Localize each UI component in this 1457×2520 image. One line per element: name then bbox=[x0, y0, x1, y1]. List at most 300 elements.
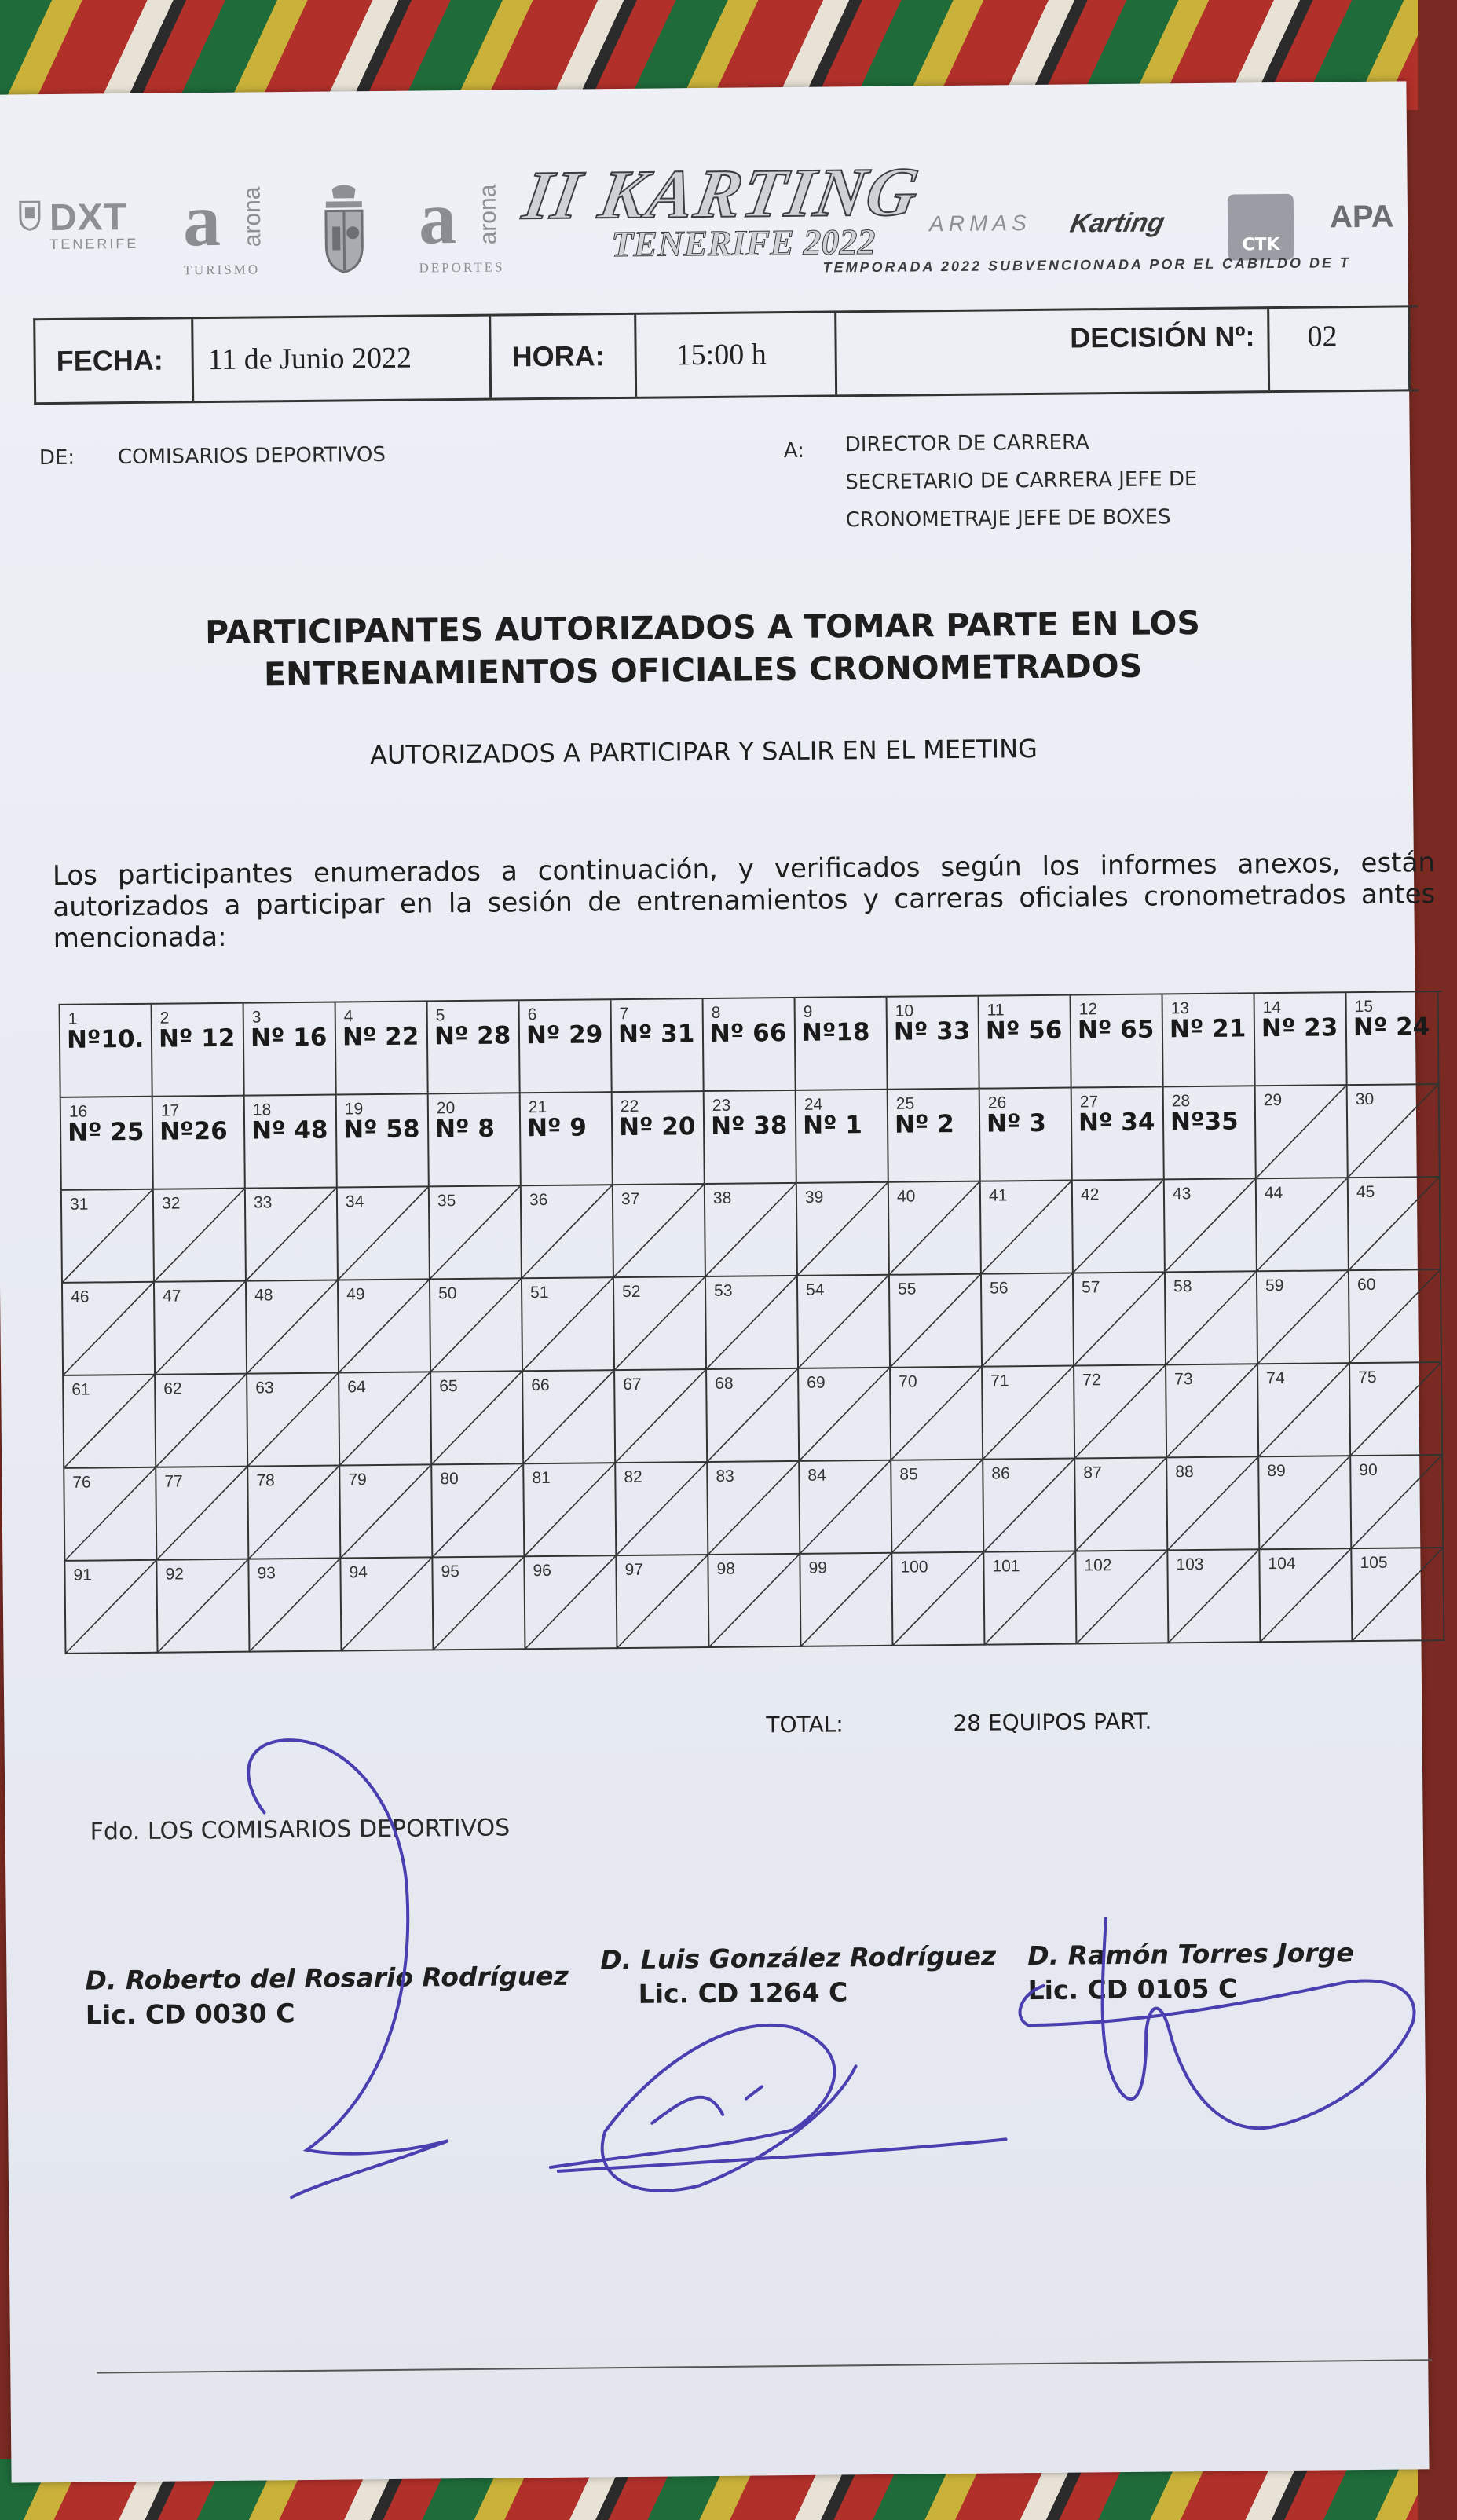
cancel-diagonal bbox=[889, 1182, 980, 1274]
cell-number: 36 bbox=[529, 1190, 548, 1210]
fecha-value-cell: 11 de Junio 2022 bbox=[193, 317, 492, 401]
grid-cell bbox=[246, 1189, 339, 1282]
decision-label-cell: DECISIÓN Nº: bbox=[836, 309, 1270, 394]
kart-number: Nº35 bbox=[1170, 1107, 1239, 1137]
cancel-diagonal bbox=[891, 1460, 983, 1552]
cancel-diagonal bbox=[157, 1560, 248, 1652]
cancel-diagonal bbox=[1348, 1085, 1439, 1177]
cancel-diagonal bbox=[708, 1462, 799, 1554]
grid-cell bbox=[892, 1553, 985, 1646]
cancel-diagonal bbox=[431, 1372, 522, 1463]
cancel-diagonal bbox=[247, 1374, 339, 1466]
cell-number: 70 bbox=[899, 1372, 917, 1391]
cell-number: 99 bbox=[808, 1559, 827, 1577]
kart-number: Nº 21 bbox=[1169, 1014, 1247, 1044]
cell-number: 71 bbox=[990, 1372, 1009, 1390]
cell-number: 39 bbox=[804, 1188, 824, 1207]
cell-number: 94 bbox=[349, 1563, 368, 1582]
grid-cell bbox=[433, 1557, 525, 1650]
cell-number: 47 bbox=[163, 1287, 181, 1306]
cancel-diagonal bbox=[1166, 1272, 1257, 1364]
cell-number: 55 bbox=[897, 1280, 917, 1298]
grid-cell bbox=[891, 1460, 984, 1554]
recipient-line: CRONOMETRAJE JEFE DE BOXES bbox=[845, 505, 1171, 533]
cancel-diagonal bbox=[339, 1280, 430, 1372]
kart-number: Nº 23 bbox=[1261, 1013, 1338, 1043]
total-value: 28 EQUIPOS PART. bbox=[953, 1708, 1152, 1737]
grid-cell bbox=[432, 1464, 525, 1558]
grid-cell bbox=[1349, 1270, 1442, 1364]
cell-number: 10 bbox=[895, 1002, 914, 1020]
de-label: DE: bbox=[38, 445, 75, 471]
cell-number: 7 bbox=[619, 1004, 629, 1024]
cell-number: 64 bbox=[347, 1378, 366, 1397]
recipient-line: SECRETARIO DE CARRERA JEFE DE bbox=[845, 467, 1198, 495]
grid-cell bbox=[429, 1093, 522, 1187]
grid-cell bbox=[799, 1368, 891, 1462]
grid-cell bbox=[62, 1190, 155, 1284]
cancel-diagonal bbox=[156, 1467, 247, 1559]
cell-number: 91 bbox=[73, 1566, 93, 1584]
cancel-diagonal bbox=[64, 1468, 156, 1560]
cell-number: 98 bbox=[716, 1559, 735, 1578]
dxt-logo: DXT TENERIFE bbox=[49, 196, 139, 252]
cancel-diagonal bbox=[1076, 1551, 1167, 1643]
cell-number: 22 bbox=[620, 1097, 639, 1116]
cancel-diagonal bbox=[1260, 1549, 1351, 1641]
grid-cell bbox=[340, 1465, 433, 1559]
cancel-diagonal bbox=[1258, 1364, 1349, 1456]
grid-cell bbox=[1255, 993, 1348, 1086]
grid-cell bbox=[65, 1561, 158, 1654]
footer-rule bbox=[97, 2359, 1432, 2373]
cell-number: 43 bbox=[1172, 1185, 1192, 1203]
cell-number: 100 bbox=[900, 1558, 928, 1577]
cell-number: 56 bbox=[989, 1279, 1009, 1298]
grid-cell bbox=[1348, 1085, 1441, 1178]
fecha-label-cell: FECHA: bbox=[35, 319, 194, 402]
cancel-diagonal bbox=[1168, 1550, 1259, 1642]
grid-cell bbox=[1071, 994, 1164, 1088]
cancel-diagonal bbox=[522, 1185, 613, 1277]
grid-cell bbox=[612, 999, 705, 1093]
cell-number: 82 bbox=[624, 1467, 642, 1487]
cell-number: 95 bbox=[441, 1562, 459, 1581]
cancel-diagonal bbox=[432, 1464, 523, 1556]
cell-number: 92 bbox=[165, 1565, 185, 1584]
grid-cell bbox=[984, 1552, 1077, 1646]
grid-cell bbox=[522, 1185, 614, 1279]
kart-number: Nº 56 bbox=[985, 1016, 1063, 1046]
cell-number: 89 bbox=[1267, 1461, 1286, 1481]
cell-number: 1 bbox=[68, 1009, 78, 1028]
grid-cell bbox=[1256, 1086, 1349, 1179]
recipient-line: DIRECTOR DE CARRERA bbox=[844, 430, 1089, 457]
kart-number: Nº 22 bbox=[342, 1022, 419, 1052]
grid-cell bbox=[60, 1005, 153, 1098]
grid-cell bbox=[431, 1372, 524, 1465]
grid-cell bbox=[888, 997, 980, 1090]
cell-number: 84 bbox=[807, 1466, 826, 1485]
grid-cell bbox=[1076, 1551, 1169, 1644]
document-subtitle: AUTORIZADOS A PARTICIPAR Y SALIR EN EL MEETING bbox=[369, 733, 1038, 771]
cell-number: 75 bbox=[1358, 1368, 1377, 1387]
cancel-diagonal bbox=[339, 1372, 430, 1464]
grid-cell bbox=[1258, 1364, 1351, 1457]
kart-number: Nº 20 bbox=[618, 1112, 696, 1142]
grid-cell bbox=[1165, 1179, 1257, 1273]
grid-cell bbox=[613, 1185, 706, 1278]
season-banner: TEMPORADA 2022 SUBVENCIONADA POR EL CABILDO DE T bbox=[822, 255, 1352, 276]
grid-cell bbox=[888, 1090, 981, 1183]
grid-cell bbox=[64, 1468, 157, 1562]
cancel-diagonal bbox=[1256, 1086, 1347, 1178]
cancel-diagonal bbox=[1074, 1365, 1166, 1457]
grid-cell bbox=[1347, 992, 1440, 1086]
cell-number: 27 bbox=[1079, 1093, 1099, 1112]
grid-cell bbox=[889, 1182, 982, 1276]
grid-cell bbox=[708, 1555, 801, 1648]
grid-cell bbox=[430, 1186, 522, 1280]
de-value: COMISARIOS DEPORTIVOS bbox=[117, 442, 386, 470]
grid-cell bbox=[341, 1558, 434, 1651]
grid-cell bbox=[336, 1002, 429, 1095]
cell-number: 76 bbox=[72, 1473, 91, 1492]
cancel-diagonal bbox=[892, 1553, 983, 1645]
cancel-diagonal bbox=[617, 1555, 708, 1647]
grid-cell bbox=[339, 1280, 431, 1373]
a-label: A: bbox=[783, 438, 805, 463]
cell-number: 51 bbox=[530, 1283, 549, 1302]
grid-cell bbox=[708, 1462, 800, 1555]
kart-number: Nº 9 bbox=[526, 1113, 588, 1143]
cancel-diagonal bbox=[249, 1559, 340, 1651]
grid-cell bbox=[247, 1374, 340, 1467]
grid-cell bbox=[1350, 1363, 1443, 1456]
cancel-diagonal bbox=[982, 1274, 1073, 1366]
cancel-diagonal bbox=[247, 1281, 338, 1373]
grid-cell bbox=[157, 1560, 250, 1654]
cell-number: 83 bbox=[716, 1467, 734, 1485]
cell-number: 65 bbox=[439, 1377, 458, 1396]
document-title: PARTICIPANTES AUTORIZADOS A TOMAR PARTE EN LOS ENTRENAMIENTOS OFICIALES CRONOMETRADOS bbox=[204, 603, 1201, 694]
kart-number: Nº 29 bbox=[525, 1020, 603, 1050]
grid-cell bbox=[980, 1089, 1073, 1182]
cell-number: 72 bbox=[1082, 1371, 1101, 1390]
cancel-diagonal bbox=[1257, 1178, 1348, 1270]
grid-cell bbox=[339, 1372, 432, 1466]
cell-number: 80 bbox=[440, 1470, 459, 1489]
grid-cell bbox=[981, 1181, 1074, 1275]
kart-number: Nº 48 bbox=[251, 1115, 328, 1145]
cancel-diagonal bbox=[799, 1368, 890, 1460]
hora-label-cell: HORA: bbox=[491, 315, 637, 398]
grid-cell bbox=[1073, 1180, 1166, 1273]
cell-number: 23 bbox=[712, 1096, 731, 1115]
cell-number: 97 bbox=[624, 1560, 643, 1580]
grid-cell bbox=[63, 1283, 156, 1376]
cancel-diagonal bbox=[62, 1190, 153, 1282]
cell-number: 73 bbox=[1174, 1370, 1193, 1389]
grid-cell bbox=[800, 1554, 893, 1647]
cell-number: 24 bbox=[804, 1095, 823, 1114]
grid-cell bbox=[1257, 1178, 1349, 1272]
cancel-diagonal bbox=[1166, 1364, 1257, 1456]
cancel-diagonal bbox=[522, 1278, 613, 1370]
cancel-diagonal bbox=[524, 1463, 615, 1555]
cancel-diagonal bbox=[705, 1184, 796, 1276]
cancel-diagonal bbox=[708, 1555, 800, 1646]
grid-cell bbox=[156, 1467, 249, 1561]
cell-number: 16 bbox=[68, 1102, 88, 1121]
grid-cell bbox=[1257, 1271, 1350, 1364]
karting-tenerife-logo: II KARTING TENERIFE 2022 bbox=[518, 154, 925, 265]
grid-cell bbox=[796, 1090, 889, 1184]
cell-number: 32 bbox=[161, 1194, 181, 1213]
cell-number: 31 bbox=[69, 1195, 89, 1214]
cell-number: 52 bbox=[622, 1282, 641, 1302]
cancel-diagonal bbox=[1167, 1457, 1258, 1549]
cancel-diagonal bbox=[1075, 1458, 1166, 1550]
grid-cell bbox=[64, 1375, 156, 1469]
cancel-diagonal bbox=[338, 1187, 429, 1279]
grid-cell bbox=[1163, 994, 1256, 1087]
arona-turismo-logo: a arona TURISMO bbox=[182, 177, 266, 278]
cell-number: 60 bbox=[1356, 1275, 1376, 1295]
grid-cell bbox=[522, 1278, 615, 1372]
grid-cell bbox=[154, 1189, 247, 1283]
cancel-diagonal bbox=[340, 1465, 431, 1557]
cancel-diagonal bbox=[156, 1375, 247, 1467]
grid-cell bbox=[244, 1003, 337, 1097]
cell-number: 90 bbox=[1359, 1460, 1378, 1480]
grid-cell bbox=[152, 1004, 245, 1097]
grid-cell bbox=[1075, 1458, 1168, 1551]
cell-number: 40 bbox=[896, 1187, 916, 1206]
kart-number: Nº 24 bbox=[1353, 1013, 1430, 1042]
cancel-diagonal bbox=[983, 1460, 1074, 1551]
grid-cell bbox=[338, 1187, 430, 1280]
cell-number: 48 bbox=[254, 1286, 273, 1305]
cancel-diagonal bbox=[1349, 1178, 1440, 1269]
cell-number: 21 bbox=[528, 1097, 547, 1117]
kart-number: Nº 1 bbox=[802, 1111, 863, 1140]
grid-cell bbox=[520, 1000, 613, 1093]
arona-deportes-logo: a arona DEPORTES bbox=[418, 175, 505, 276]
cancel-diagonal bbox=[1165, 1179, 1256, 1271]
cell-number: 6 bbox=[527, 1005, 537, 1024]
cell-number: 19 bbox=[344, 1100, 364, 1119]
cancel-diagonal bbox=[525, 1556, 616, 1648]
signatory-2: D. Luis González Rodríguez Lic. CD 1264 C bbox=[600, 1940, 997, 2009]
grid-cell bbox=[615, 1370, 708, 1463]
grid-cell bbox=[617, 1555, 709, 1649]
participants-grid bbox=[59, 991, 1449, 1654]
cell-number: 77 bbox=[164, 1472, 183, 1491]
grid-cell bbox=[1166, 1272, 1258, 1365]
cell-number: 41 bbox=[988, 1186, 1008, 1205]
kart-number: Nº26 bbox=[159, 1116, 228, 1146]
kart-number: Nº 28 bbox=[434, 1021, 511, 1051]
grid-cell bbox=[523, 1371, 616, 1464]
cell-number: 66 bbox=[531, 1375, 550, 1395]
grid-cell bbox=[155, 1282, 247, 1375]
grid-cell bbox=[525, 1556, 617, 1650]
cell-number: 74 bbox=[1266, 1368, 1285, 1388]
hora-value-cell: 15:00 h bbox=[636, 313, 837, 396]
municipal-crest-icon bbox=[317, 182, 372, 277]
cell-number: 30 bbox=[1355, 1090, 1375, 1109]
kart-number: Nº10. bbox=[66, 1024, 145, 1054]
cancel-diagonal bbox=[430, 1279, 522, 1371]
cancel-diagonal bbox=[64, 1375, 155, 1467]
grid-cell bbox=[1349, 1178, 1441, 1271]
cancel-diagonal bbox=[1349, 1270, 1441, 1362]
cancel-diagonal bbox=[613, 1185, 705, 1276]
cancel-diagonal bbox=[616, 1463, 707, 1555]
document-sheet bbox=[0, 81, 1436, 2482]
grid-cell bbox=[616, 1463, 708, 1556]
cell-number: 103 bbox=[1176, 1555, 1204, 1574]
armas-logo: ARMAS bbox=[928, 211, 1031, 236]
grid-cell bbox=[428, 1001, 521, 1094]
cell-number: 13 bbox=[1170, 999, 1190, 1018]
cell-number: 28 bbox=[1171, 1092, 1191, 1111]
decision-value-cell: 02 bbox=[1269, 307, 1411, 390]
grid-cell bbox=[521, 1093, 613, 1186]
cell-number: 104 bbox=[1268, 1554, 1296, 1573]
grid-cell bbox=[796, 998, 888, 1091]
kart-number: Nº 38 bbox=[710, 1112, 788, 1141]
grid-cell bbox=[248, 1467, 341, 1560]
cell-number: 102 bbox=[1084, 1556, 1112, 1575]
cancel-diagonal bbox=[63, 1283, 154, 1375]
grid-cell bbox=[61, 1097, 154, 1191]
cell-number: 3 bbox=[251, 1008, 262, 1027]
grid-cell bbox=[705, 1184, 798, 1277]
cell-number: 49 bbox=[346, 1285, 365, 1304]
cell-number: 25 bbox=[895, 1094, 915, 1113]
kart-number: Nº 3 bbox=[986, 1108, 1047, 1138]
cell-number: 63 bbox=[255, 1379, 274, 1397]
cell-number: 11 bbox=[987, 1001, 1005, 1020]
cancel-diagonal bbox=[1257, 1271, 1349, 1363]
kart-number: Nº 12 bbox=[158, 1024, 236, 1053]
grid-cell bbox=[983, 1460, 1076, 1553]
tenerife-shield-icon bbox=[18, 200, 42, 231]
cancel-diagonal bbox=[523, 1371, 614, 1463]
cell-number: 46 bbox=[71, 1287, 90, 1306]
apa-sport-logo: APA bbox=[1329, 199, 1394, 235]
cell-number: 38 bbox=[712, 1189, 732, 1207]
grid-cell bbox=[1351, 1456, 1444, 1549]
cell-number: 57 bbox=[1081, 1278, 1100, 1297]
cell-number: 69 bbox=[807, 1373, 826, 1392]
grid-cell bbox=[1164, 1086, 1257, 1180]
cell-number: 53 bbox=[713, 1281, 733, 1300]
cancel-diagonal bbox=[430, 1186, 521, 1278]
cell-number: 29 bbox=[1263, 1090, 1283, 1110]
cancel-diagonal bbox=[798, 1276, 889, 1368]
cancel-diagonal bbox=[615, 1370, 706, 1462]
cancel-diagonal bbox=[800, 1461, 891, 1553]
cell-number: 96 bbox=[533, 1561, 551, 1580]
cell-number: 78 bbox=[256, 1471, 275, 1490]
kart-number: Nº 66 bbox=[709, 1019, 787, 1048]
grid-cell bbox=[707, 1369, 800, 1463]
cell-number: 88 bbox=[1175, 1463, 1194, 1482]
cancel-diagonal bbox=[1350, 1363, 1441, 1455]
cancel-diagonal bbox=[984, 1552, 1075, 1644]
grid-cell bbox=[614, 1277, 707, 1371]
cell-number: 93 bbox=[257, 1564, 276, 1583]
cell-number: 105 bbox=[1360, 1553, 1388, 1573]
cell-number: 9 bbox=[803, 1002, 813, 1021]
cancel-diagonal bbox=[1074, 1273, 1165, 1364]
cell-number: 18 bbox=[252, 1101, 272, 1119]
cell-number: 45 bbox=[1356, 1182, 1375, 1202]
cancel-diagonal bbox=[707, 1369, 798, 1461]
cancel-diagonal bbox=[1259, 1456, 1350, 1548]
cell-number: 4 bbox=[343, 1007, 353, 1026]
grid-cell bbox=[800, 1461, 892, 1555]
cancel-diagonal bbox=[1073, 1180, 1164, 1272]
cell-number: 68 bbox=[715, 1374, 734, 1393]
grid-cell bbox=[1352, 1548, 1444, 1642]
grid-cell bbox=[1072, 1087, 1165, 1181]
grid-cell bbox=[524, 1463, 617, 1557]
grid-cell bbox=[1074, 1273, 1166, 1366]
cancel-diagonal bbox=[341, 1558, 432, 1650]
cell-number: 50 bbox=[438, 1284, 457, 1303]
kart-number: Nº 34 bbox=[1078, 1108, 1155, 1137]
cell-number: 34 bbox=[345, 1192, 364, 1211]
cell-number: 14 bbox=[1262, 998, 1282, 1017]
cell-number: 62 bbox=[163, 1379, 182, 1398]
cell-number: 59 bbox=[1265, 1276, 1284, 1295]
grid-cell bbox=[245, 1096, 338, 1189]
cancel-diagonal bbox=[246, 1189, 337, 1280]
signatory-1: D. Roberto del Rosario Rodríguez Lic. CD 0030 C bbox=[85, 1960, 569, 2031]
cancel-diagonal bbox=[800, 1554, 891, 1646]
grid-cell bbox=[1259, 1456, 1352, 1550]
grid-cell bbox=[706, 1276, 799, 1370]
cell-number: 12 bbox=[1078, 1000, 1098, 1019]
cancel-diagonal bbox=[890, 1275, 981, 1367]
cancel-diagonal bbox=[981, 1181, 1072, 1273]
cancel-diagonal bbox=[983, 1367, 1074, 1459]
cell-number: 2 bbox=[159, 1009, 170, 1027]
grid-cell bbox=[704, 998, 796, 1092]
kart-number: Nº 58 bbox=[342, 1115, 420, 1145]
grid-cell bbox=[890, 1275, 983, 1368]
cell-number: 20 bbox=[436, 1099, 456, 1118]
grid-cell bbox=[247, 1281, 339, 1375]
decision-header-table bbox=[33, 305, 1419, 405]
cancel-diagonal bbox=[1351, 1456, 1442, 1548]
recipients-list bbox=[845, 423, 1199, 539]
cell-number: 33 bbox=[253, 1193, 273, 1212]
kart-number: Nº 33 bbox=[893, 1016, 971, 1046]
grid-cell bbox=[1167, 1457, 1260, 1551]
kart-number: Nº 8 bbox=[434, 1114, 496, 1144]
total-label: TOTAL: bbox=[766, 1711, 844, 1738]
signature-2-scribble bbox=[549, 2023, 1006, 2192]
cancel-diagonal bbox=[65, 1561, 156, 1653]
cell-number: 54 bbox=[805, 1280, 825, 1299]
cell-number: 61 bbox=[71, 1380, 90, 1399]
cancel-diagonal bbox=[155, 1282, 246, 1374]
